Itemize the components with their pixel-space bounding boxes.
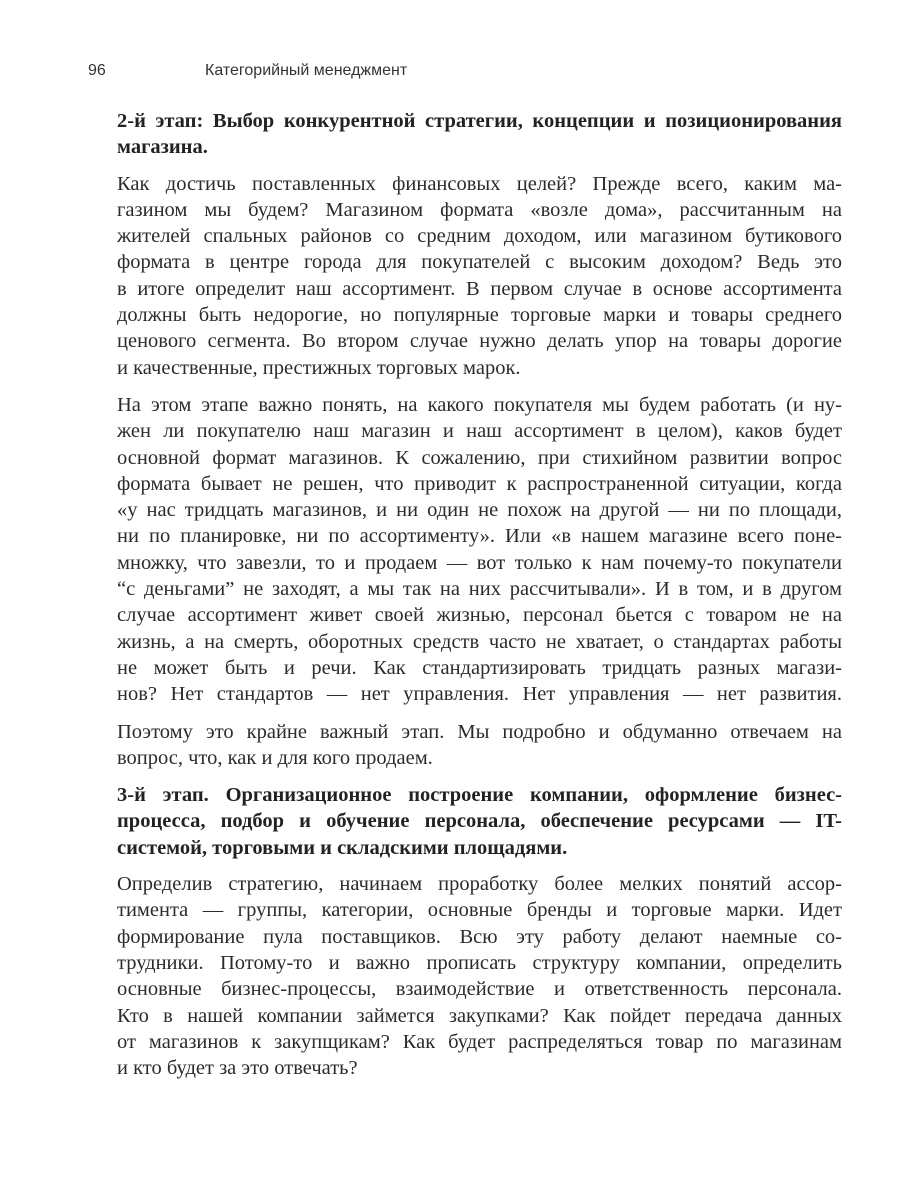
text-line: вопрос, что, как и для кого продаем. bbox=[117, 746, 433, 769]
paragraph bbox=[117, 871, 842, 1081]
text-line: трудники. Потому-то и важно прописать структуру компании, определить bbox=[117, 951, 842, 974]
heading-line: процесса, подбор и обучение персонала, обеспечение ресурсами — IT- bbox=[117, 810, 842, 833]
text-line: в итоге определит наш ассортимент. В первом случае в основе ассортимента bbox=[117, 277, 842, 300]
page-number: 96 bbox=[88, 62, 106, 79]
text-line: жителей спальных районов со средним доходом, или магазином бутикового bbox=[117, 225, 842, 248]
heading-line: 2-й этап: Выбор конкурентной стратегии, концепции и позиционирования bbox=[117, 110, 842, 132]
text-line: не может быть и речи. Как стандартизировать тридцать разных магази- bbox=[117, 656, 842, 679]
section-heading-stage-3 bbox=[117, 782, 842, 861]
heading-line: системой, торговыми и складскими площадями. bbox=[117, 836, 568, 859]
paragraph bbox=[117, 719, 842, 772]
text-line: множку, что завезли, то и продаем — вот только к нам почему-то покупатели bbox=[117, 551, 842, 574]
text-line: Определив стратегию, начинаем проработку более мелких понятий ассор- bbox=[117, 873, 842, 896]
text-line: На этом этапе важно понять, на какого покупателя мы будем работать (и ну- bbox=[117, 393, 842, 416]
text-line: ни по планировке, ни по ассортименту». Или «в нашем магазине всего поне- bbox=[117, 525, 842, 548]
paragraph bbox=[117, 392, 842, 708]
text-line: нов? Нет стандартов — нет управления. Нет управления — нет развития. bbox=[117, 683, 842, 706]
text-line: формирование пула поставщиков. Всю эту работу делают наемные со- bbox=[117, 925, 842, 948]
section-heading-stage-2 bbox=[117, 108, 842, 161]
text-line: и качественные, престижных торговых марок. bbox=[117, 356, 521, 379]
text-line: от магазинов к закупщикам? Как будет распределяться товар по магазинам bbox=[117, 1030, 842, 1053]
text-line: «у нас тридцать магазинов, и ни один не похож на другой — ни по площади, bbox=[117, 499, 842, 522]
text-line: Как достичь поставленных финансовых целей? Прежде всего, каким ма- bbox=[117, 172, 842, 195]
text-line: должны быть недорогие, но популярные торговые марки и товары среднего bbox=[117, 304, 842, 327]
heading-line: 3-й этап. Организационное построение компании, оформление бизнес- bbox=[117, 784, 842, 807]
text-line: формата в центре города для покупателей с высоким доходом? Ведь это bbox=[117, 251, 842, 274]
text-line: “с деньгами” не заходят, а мы так на них рассчитывали». И в том, и в другом bbox=[117, 578, 842, 601]
page-body bbox=[117, 108, 842, 1092]
text-line: жен ли покупателю наш магазин и наш ассортимент в целом), каков будет bbox=[117, 420, 842, 443]
text-line: основные бизнес-процессы, взаимодействие и ответственность персонала. bbox=[117, 978, 842, 1001]
text-line: Поэтому это крайне важный этап. Мы подробно и обдуманно отвечаем на bbox=[117, 720, 842, 743]
text-line: Кто в нашей компании займется закупками? Как пойдет передача данных bbox=[117, 1004, 842, 1027]
text-line: формата бывает не решен, что приводит к распространенной ситуации, когда bbox=[117, 472, 842, 495]
text-line: тимента — группы, категории, основные бренды и торговые марки. Идет bbox=[117, 899, 842, 922]
heading-line: магазина. bbox=[117, 136, 208, 159]
text-line: и кто будет за это отвечать? bbox=[117, 1057, 358, 1080]
text-line: газином мы будем? Магазином формата «возле дома», рассчитанным на bbox=[117, 198, 842, 221]
running-header bbox=[0, 62, 923, 86]
text-line: жизнь, а на смерть, оборотных средств часто не хватает, о стандартах работы bbox=[117, 630, 842, 653]
text-line: случае ассортимент живет своей жизнью, персонал бьется с товаром не на bbox=[117, 604, 842, 627]
text-line: основной формат магазинов. К сожалению, при стихийном развитии вопрос bbox=[117, 446, 842, 469]
running-title: Категорийный менеджмент bbox=[205, 62, 408, 79]
text-line: ценового сегмента. Во втором случае нужно делать упор на товары дорогие bbox=[117, 330, 842, 353]
paragraph bbox=[117, 171, 842, 381]
